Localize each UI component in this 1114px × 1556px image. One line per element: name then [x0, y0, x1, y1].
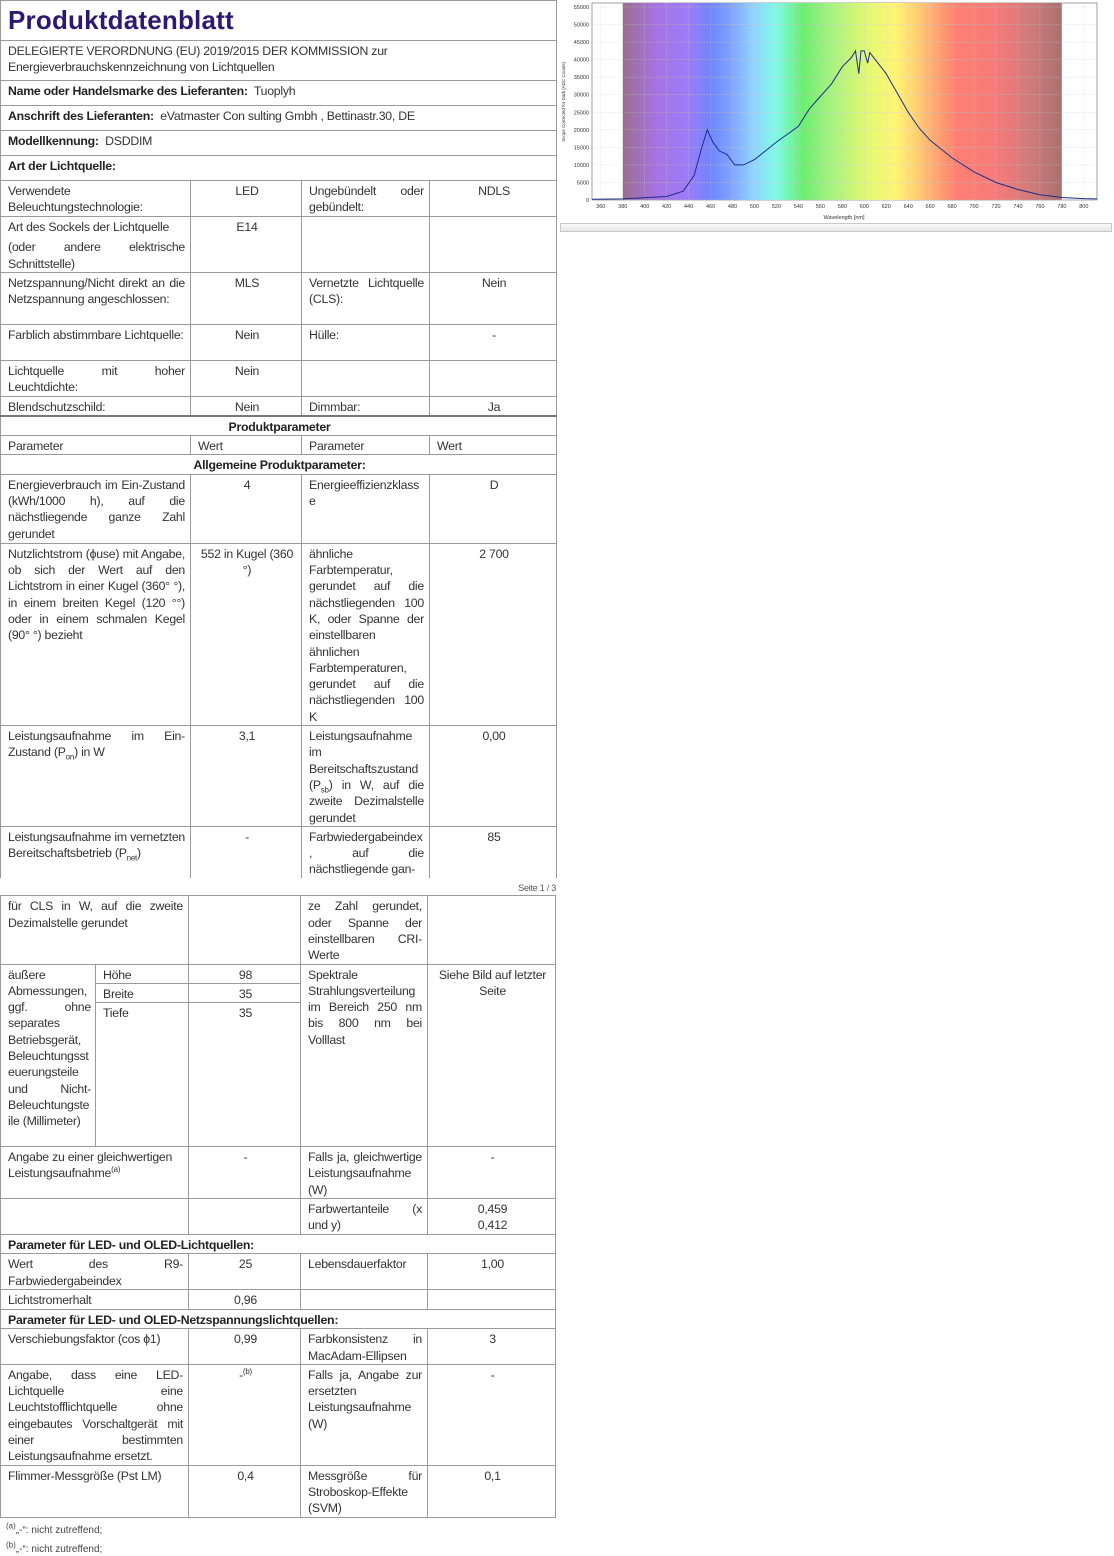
- y-tick-label: 30000: [573, 92, 589, 99]
- param-label: Verwendete Beleuchtungstechnologie:: [1, 181, 191, 217]
- model-row: [1, 131, 557, 156]
- y-axis-label: Scope Corrected for Dark [ADC Counts]: [561, 62, 566, 142]
- page-title: Produktdatenblatt: [1, 1, 557, 41]
- x-tick-label: 700: [969, 204, 979, 210]
- param-value: [189, 1364, 301, 1465]
- y-tick-label: 0: [585, 198, 589, 204]
- label-part: ) in W, auf die zweite Dezimalstelle gerundet: [309, 777, 424, 825]
- param-value: 2 700: [430, 543, 557, 725]
- dimension-value: 35: [189, 983, 301, 1002]
- param-label: Netzspannung/Nicht direkt an die Netzspannung angeschlossen:: [1, 273, 191, 325]
- table-row: [1, 1290, 556, 1310]
- param-label: Blendschutzschild:: [1, 396, 191, 416]
- table-row: [1, 1199, 556, 1235]
- subscript: sb: [320, 785, 329, 795]
- empty-cell: [189, 896, 301, 964]
- supplier-name-label: Name oder Handelsmarke des Lieferanten:: [8, 84, 248, 98]
- param-label: Farbwiedergabeindex, auf die nächstliegende gan-: [302, 826, 430, 878]
- param-value: 0,00: [430, 726, 557, 827]
- column-header-parameter: Parameter: [302, 436, 430, 455]
- table-row: [1, 217, 557, 273]
- param-label: [1, 726, 191, 827]
- supplier-name: Tuoplyh: [253, 84, 296, 98]
- y-tick-label: 10000: [573, 162, 589, 169]
- x-tick-label: 540: [793, 204, 803, 210]
- mains-params-heading: Parameter für LED- und OLED-Netzspannungslichtquellen:: [1, 1310, 556, 1329]
- empty-cell: [430, 361, 557, 397]
- empty-cell: [302, 361, 430, 397]
- table-row: [1, 361, 557, 397]
- dimension-name: Höhe: [96, 964, 189, 983]
- y-tick-label: 45000: [573, 40, 589, 47]
- param-value: 4: [191, 474, 302, 543]
- param-value: 0,1: [428, 1465, 556, 1517]
- param-value: Nein: [191, 396, 302, 416]
- empty-cell: [301, 1290, 428, 1310]
- column-header-row: [1, 436, 557, 455]
- table-row: [1, 726, 557, 827]
- supplier-address-label: Anschrift des Lieferanten:: [8, 109, 154, 123]
- param-label: [1, 217, 191, 273]
- param-label-part: (oder andere elektrische Schnittstelle): [8, 240, 185, 271]
- empty-cell: [189, 1199, 301, 1235]
- y-tick-label: 25000: [573, 110, 589, 117]
- param-label: für CLS in W, auf die zweite Dezimalstelle gerundet: [1, 896, 189, 964]
- label-part: ): [137, 846, 141, 861]
- empty-cell: [302, 217, 430, 273]
- dimension-value: 98: [189, 964, 301, 983]
- table-row: [1, 1364, 556, 1465]
- datasheet-page-1: [0, 0, 557, 878]
- param-label: Nutzlichtstrom (ϕuse) mit Angabe, ob sich der Wert auf den Lichtstrom in einer Kugel (360° °), in einem breiten Kegel (120 °°) oder in einem schmalen Kegel (90° °) bezieht: [1, 543, 191, 725]
- table-row: [1, 1329, 556, 1365]
- dimensions-label: äußere Abmessungen, ggf. ohne separates Betriebsgerät, Beleuchtungssteuerungsteile und Nicht-Beleuchtungsteile (Millimeter): [1, 964, 96, 1147]
- param-label: Messgröße für Stroboskop-Effekte (SVM): [301, 1465, 428, 1517]
- x-tick-label: 740: [1013, 204, 1023, 210]
- param-value: -: [191, 826, 302, 878]
- table-row: [1, 325, 557, 361]
- x-tick-label: 480: [727, 204, 738, 210]
- spectrum-chart: [558, 0, 1114, 232]
- param-label: Farblich abstimmbare Lichtquelle:: [1, 325, 191, 361]
- table-row: [1, 826, 557, 878]
- x-tick-label: 600: [859, 204, 869, 210]
- datasheet-page-2: [0, 895, 556, 1517]
- datasheet-column: [0, 0, 556, 1556]
- table-row: [1, 896, 556, 964]
- param-label: Dimmbar:: [302, 396, 430, 416]
- chart-scrollbar[interactable]: [560, 223, 1112, 232]
- footnote-ref: (b): [242, 1366, 252, 1376]
- label-part: ) in W: [74, 745, 105, 760]
- param-label: Falls ja, gleichwertige Leistungsaufnahme (W): [301, 1147, 428, 1199]
- dimension-name: Breite: [96, 983, 189, 1002]
- x-tick-label: 400: [640, 204, 650, 210]
- param-value: Ja: [430, 396, 557, 416]
- dimension-name: Tiefe: [96, 1003, 189, 1147]
- param-label: Lichtstromerhalt: [1, 1290, 189, 1310]
- param-label: Farbkonsistenz in MacAdam-Ellipsen: [301, 1329, 428, 1365]
- dimension-value: 35: [189, 1003, 301, 1147]
- supplier-name-row: [1, 81, 557, 106]
- x-tick-label: 380: [618, 204, 628, 210]
- param-value: 25: [189, 1254, 301, 1290]
- param-label: ze Zahl gerundet, oder Spanne der einstellbaren CRI-Werte: [301, 896, 428, 964]
- column-header-value: Wert: [191, 436, 302, 455]
- x-tick-label: 760: [1035, 204, 1045, 210]
- param-value: 0,4: [189, 1465, 301, 1517]
- label-part: Leistungsaufnahme im Ein-Zustand (P: [8, 729, 185, 760]
- param-value: LED: [191, 181, 302, 217]
- x-tick-label: 460: [705, 204, 716, 210]
- product-params-heading: Produktparameter: [1, 416, 557, 436]
- param-value: 0,99: [189, 1329, 301, 1365]
- param-label: Vernetzte Lichtquelle (CLS):: [302, 273, 430, 325]
- param-value: -: [428, 1147, 556, 1199]
- x-tick-label: 620: [881, 204, 891, 210]
- x-tick-label: 420: [662, 204, 672, 210]
- param-value: -: [430, 325, 557, 361]
- value-part: -: [239, 1367, 243, 1382]
- param-label: Angabe, dass eine LED-Lichtquelle eine Leuchtstofflichtquelle ohne eingebautes Vorschaltgerät mit einer bestimmten Leistungsaufnahme ersetzt.: [1, 1364, 189, 1465]
- param-label: Energieverbrauch im Ein-Zustand (kWh/1000 h), auf die nächstliegende ganze Zahl gerundet: [1, 474, 191, 543]
- empty-cell: [430, 217, 557, 273]
- param-label: Ungebündelt oder gebündelt:: [302, 181, 430, 217]
- param-value: [428, 1199, 556, 1235]
- led-params-heading: Parameter für LED- und OLED-Lichtquellen:: [1, 1235, 556, 1254]
- param-value: Siehe Bild auf letzter Seite: [428, 964, 556, 1147]
- param-label: Energieeffizienzklasse: [302, 474, 430, 543]
- table-row: [1, 396, 557, 416]
- param-label-part: Art des Sockels der Lichtquelle: [8, 220, 170, 234]
- param-label: Verschiebungsfaktor (cos ϕ1): [1, 1329, 189, 1365]
- x-tick-label: 500: [749, 204, 760, 210]
- y-tick-label: 20000: [573, 127, 589, 134]
- param-value: E14: [191, 217, 302, 273]
- subscript: on: [65, 752, 75, 762]
- param-label: Flimmer-Messgröße (Pst LM): [1, 1465, 189, 1517]
- param-value: 3,1: [191, 726, 302, 827]
- model-id: DSDDIM: [105, 134, 153, 148]
- table-row: [1, 1465, 556, 1517]
- x-tick-label: 800: [1079, 204, 1089, 210]
- x-tick-label: 560: [815, 204, 825, 210]
- footnote-ref: (a): [111, 1165, 121, 1175]
- y-tick-label: 55000: [573, 5, 589, 11]
- param-label: Farbwertanteile (x und y): [301, 1199, 428, 1235]
- x-tick-label: 780: [1057, 204, 1067, 210]
- empty-cell: [428, 896, 556, 964]
- param-label: Wert des R9-Farbwiedergabeindex: [1, 1254, 189, 1290]
- table-row: [1, 273, 557, 325]
- light-source-type-heading: Art der Lichtquelle:: [1, 156, 557, 181]
- y-tick-label: 50000: [573, 22, 589, 29]
- general-params-heading: Allgemeine Produktparameter:: [1, 455, 557, 474]
- x-tick-label: 640: [903, 204, 913, 210]
- chroma-y: 0,412: [477, 1218, 508, 1233]
- param-label: [1, 1147, 189, 1199]
- supplier-address: eVatmaster Con sulting Gmbh , Bettinastr.30, DE: [160, 109, 415, 123]
- table-row: [1, 1147, 556, 1199]
- y-tick-label: 35000: [573, 75, 589, 82]
- footnote-mark: (b): [6, 1540, 16, 1550]
- y-tick-label: 40000: [573, 57, 589, 64]
- table-row: [1, 543, 557, 725]
- table-row: [1, 474, 557, 543]
- param-value: 3: [428, 1329, 556, 1365]
- param-label: [1, 826, 191, 878]
- model-label: Modellkennung:: [8, 134, 99, 148]
- param-value: 1,00: [428, 1254, 556, 1290]
- regulation-text: [1, 41, 557, 81]
- param-value: -: [428, 1364, 556, 1465]
- column-header-parameter: Parameter: [1, 436, 191, 455]
- param-label: ähnliche Farbtemperatur, gerundet auf die nächstliegenden 100 K, oder Spanne der einstellbaren ähnlichen Farbtemperaturen, gerundet auf die nächstliegenden 100 K: [302, 543, 430, 725]
- footnote-text: „-“: nicht zutreffend;: [15, 1543, 103, 1555]
- param-label: Hülle:: [302, 325, 430, 361]
- chroma-x: 0,459: [477, 1202, 508, 1217]
- x-tick-label: 520: [771, 204, 782, 210]
- param-value: MLS: [191, 273, 302, 325]
- param-value: -: [189, 1147, 301, 1199]
- column-header-value: Wert: [430, 436, 557, 455]
- table-row: [1, 964, 556, 983]
- x-tick-label: 360: [596, 204, 606, 210]
- param-label: Falls ja, Angabe zur ersetzten Leistungsaufnahme (W): [301, 1364, 428, 1465]
- param-value: Nein: [191, 325, 302, 361]
- table-row: [1, 181, 557, 217]
- x-tick-label: 660: [925, 204, 935, 210]
- footnote: [0, 1540, 556, 1556]
- param-value: 0,96: [189, 1290, 301, 1310]
- x-axis-label: Wavelength [nm]: [823, 215, 865, 221]
- param-label: [302, 726, 430, 827]
- param-value: 85: [430, 826, 557, 878]
- x-tick-label: 440: [684, 204, 694, 210]
- label-part: Leistungsaufnahme im Bereitschaftszustand (P: [309, 729, 419, 792]
- regulation-line: Energieverbrauchskennzeichnung von Lichtquellen: [8, 60, 275, 75]
- footnote-text: „-“: nicht zutreffend;: [15, 1524, 103, 1536]
- footnote-mark: (a): [6, 1521, 16, 1531]
- label-part: Angabe zu einer gleichwertigen Leistungsaufnahme: [8, 1150, 173, 1181]
- page-number: Seite 1 / 3: [518, 883, 556, 894]
- x-tick-label: 720: [991, 204, 1001, 210]
- footnote: [0, 1521, 556, 1537]
- y-tick-label: 15000: [573, 145, 589, 152]
- empty-cell: [1, 1199, 189, 1235]
- supplier-address-row: [1, 106, 557, 131]
- empty-cell: [428, 1290, 556, 1310]
- subscript: net: [126, 853, 138, 863]
- param-label: Lichtquelle mit hoher Leuchtdichte:: [1, 361, 191, 397]
- param-label: Lebensdauerfaktor: [301, 1254, 428, 1290]
- param-value: Nein: [191, 361, 302, 397]
- param-value: Nein: [430, 273, 557, 325]
- table-row: [1, 1254, 556, 1290]
- param-value: NDLS: [430, 181, 557, 217]
- x-tick-label: 580: [837, 204, 847, 210]
- param-value: D: [430, 474, 557, 543]
- x-tick-label: 680: [947, 204, 957, 210]
- y-tick-label: 5000: [576, 180, 589, 187]
- param-value: 552 in Kugel (360 °): [191, 543, 302, 725]
- param-label: Spektrale Strahlungsverteilung im Bereich 250 nm bis 800 nm bei Volllast: [301, 964, 428, 1147]
- label-part: Leistungsaufnahme im vernetzten Bereitschaftsbetrieb (P: [8, 829, 185, 861]
- regulation-line: DELEGIERTE VERORDNUNG (EU) 2019/2015 DER KOMMISSION zur: [8, 44, 388, 58]
